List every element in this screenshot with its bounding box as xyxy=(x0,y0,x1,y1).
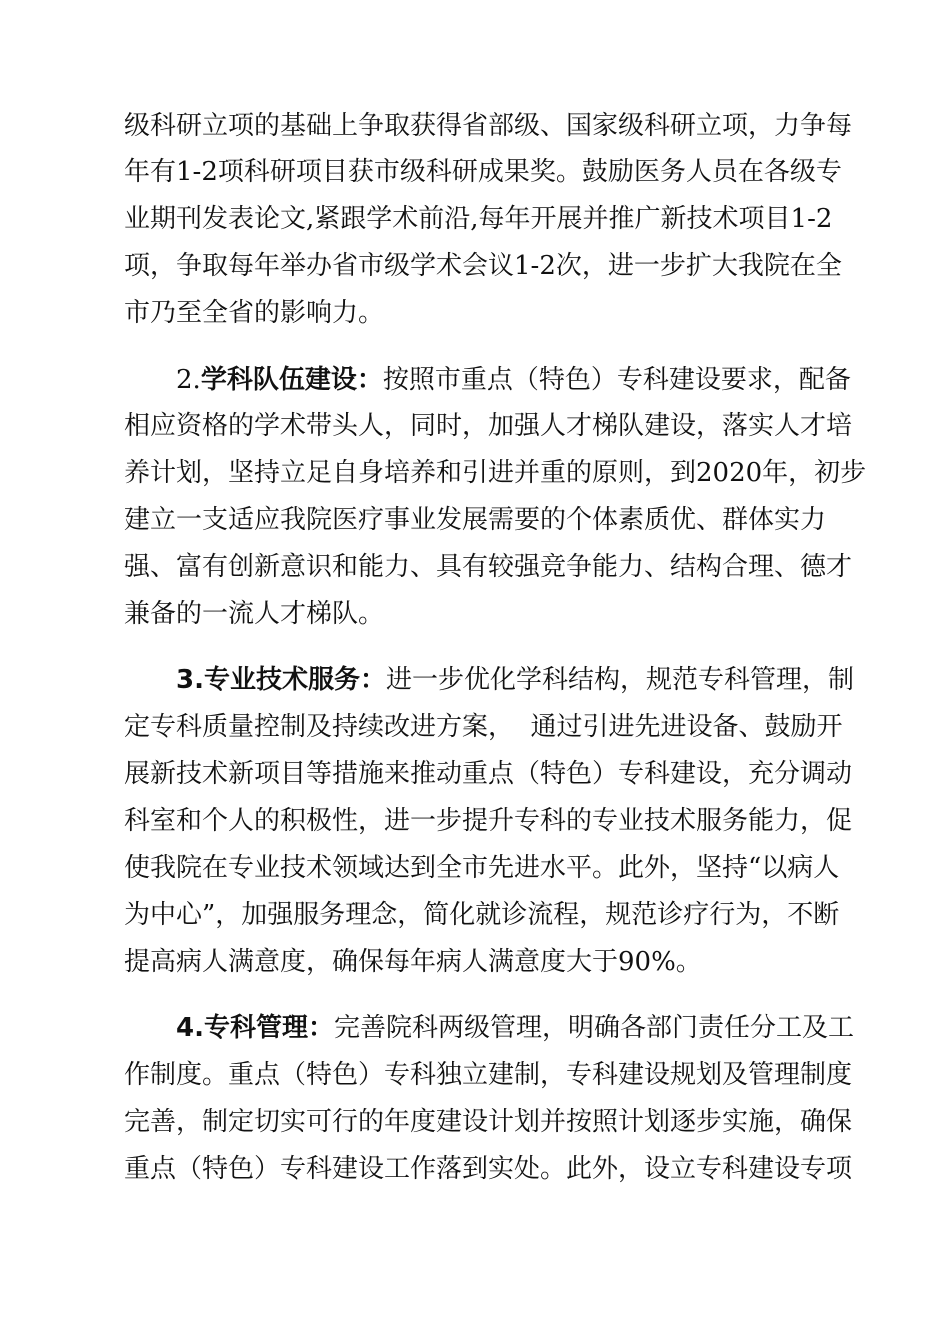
item-number: 4. xyxy=(176,1013,204,1043)
text-line: 相应资格的学术带头人，同时，加强人才梯队建设，落实人才培 xyxy=(124,411,853,441)
item-number: 3. xyxy=(176,665,204,695)
section-heading: 专科管理： xyxy=(203,1013,334,1043)
text-line: 作制度。重点（特色）专科独立建制，专科建设规划及管理制度 xyxy=(124,1060,853,1090)
text-line: 提高病人满意度，确保每年病人满意度大于90%。 xyxy=(124,947,702,977)
text-line: 定专科质量控制及持续改进方案， 通过引进先进设备、鼓励开 xyxy=(124,712,843,742)
section-heading: 学科队伍建设： xyxy=(200,365,383,395)
text-line: 科室和个人的积极性，进一步提升专科的专业技术服务能力，促 xyxy=(124,806,853,836)
text-line: 展新技术新项目等措施来推动重点（特色）专科建设，充分调动 xyxy=(124,759,853,789)
text-line: 市乃至全省的影响力。 xyxy=(124,298,385,328)
text-line: 级科研立项的基础上争取获得省部级、国家级科研立项，力争每 xyxy=(124,111,853,141)
text-line: 项，争取每年举办省市级学术会议1-2次，进一步扩大我院在全 xyxy=(124,251,842,281)
paragraph-first-line xyxy=(176,660,854,700)
text-line: 建立一支适应我院医疗事业发展需要的个体素质优、群体实力 xyxy=(124,505,827,535)
paragraph-text: 完善院科两级管理，明确各部门责任分工及工 xyxy=(333,1013,854,1043)
item-number: 2. xyxy=(176,365,201,395)
text-line: 为中心”，加强服务理念，简化就诊流程，规范诊疗行为，不断 xyxy=(124,900,840,930)
text-line: 强、富有创新意识和能力、具有较强竞争能力、结构合理、德才 xyxy=(124,552,853,582)
paragraph-text: 进一步优化学科结构，规范专科管理，制 xyxy=(385,665,854,695)
text-line: 重点（特色）专科建设工作落到实处。此外，设立专科建设专项 xyxy=(124,1154,853,1184)
text-line: 使我院在专业技术领域达到全市先进水平。此外，坚持“以病人 xyxy=(124,853,840,883)
text-line: 完善，制定切实可行的年度建设计划并按照计划逐步实施，确保 xyxy=(124,1107,853,1137)
paragraph-text: 按照市重点（特色）专科建设要求，配备 xyxy=(382,365,851,395)
text-line: 养计划，坚持立足自身培养和引进并重的原则，到2020年，初步 xyxy=(124,458,867,488)
text-line: 业期刊发表论文,紧跟学术前沿,每年开展并推广新技术项目1-2 xyxy=(124,204,833,234)
paragraph-first-line xyxy=(176,1008,854,1048)
paragraph-first-line xyxy=(176,360,851,400)
section-heading: 专业技术服务： xyxy=(203,665,386,695)
text-line: 年有1-2项科研项目获市级科研成果奖。鼓励医务人员在各级专 xyxy=(124,157,842,187)
text-line: 兼备的一流人才梯队。 xyxy=(124,599,385,629)
